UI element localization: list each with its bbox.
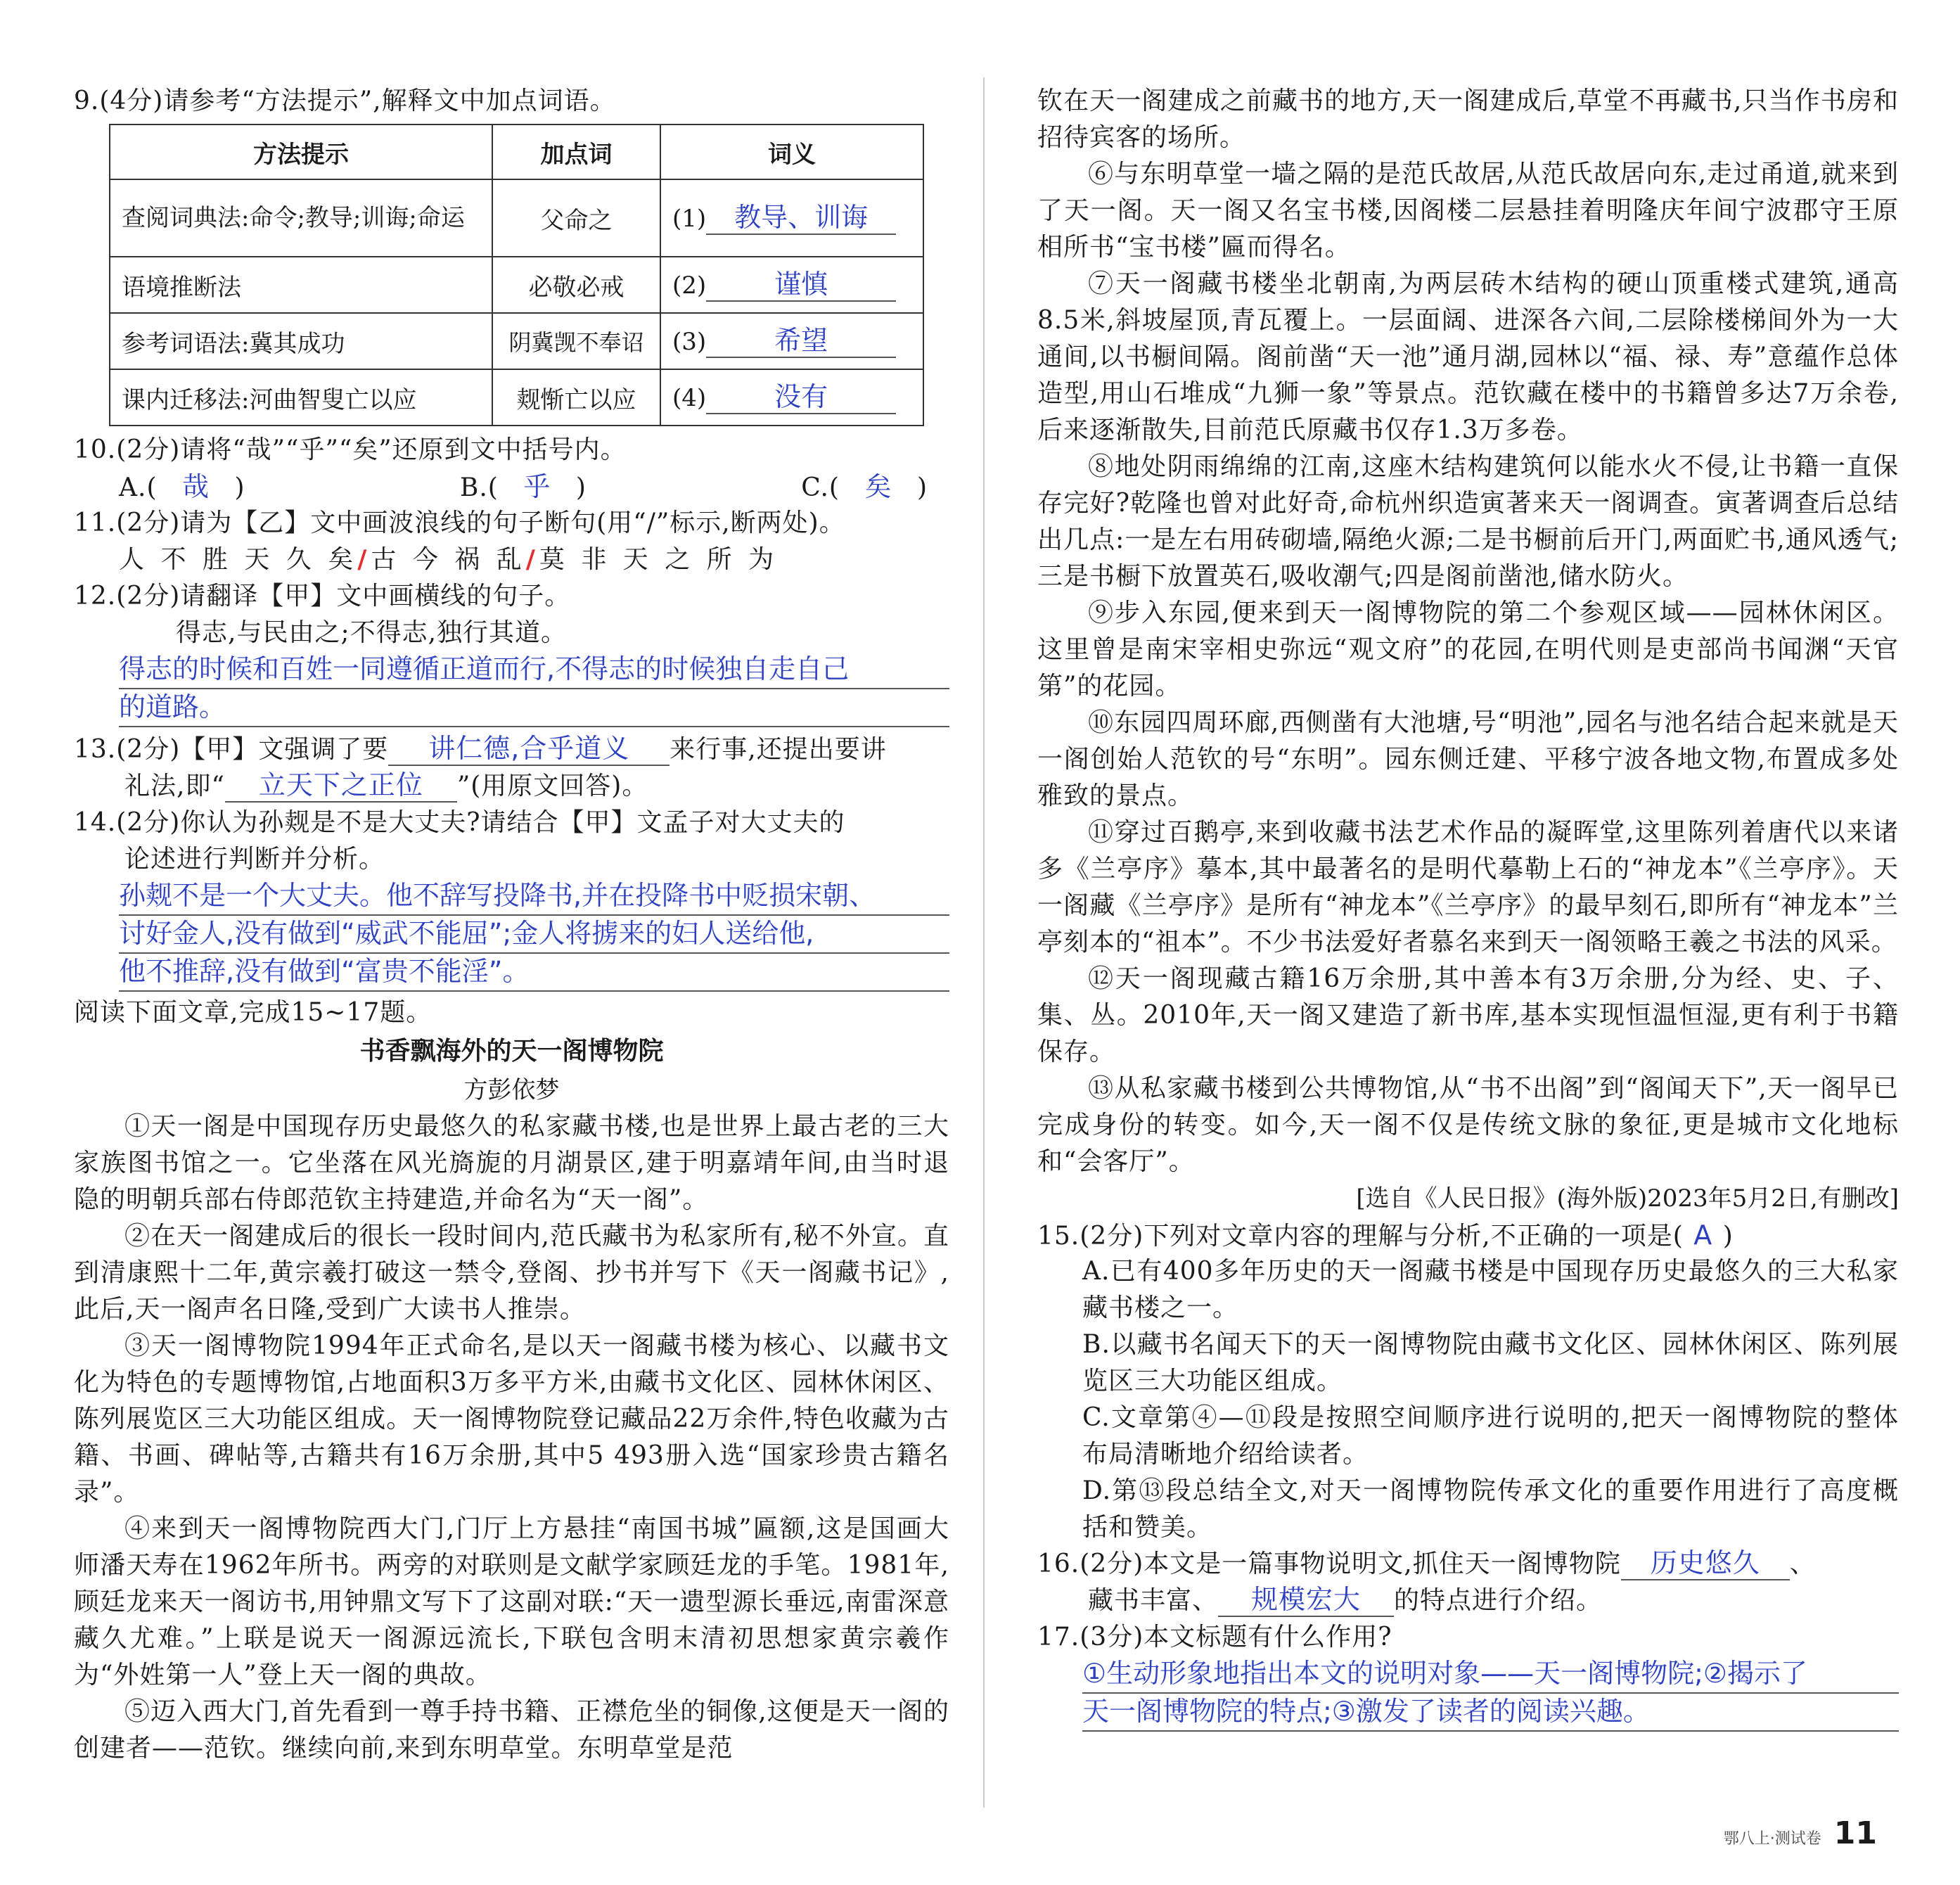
article-right-paragraphs [1037,83,1899,1180]
right-column [1037,83,1899,1732]
article-left-paragraphs [74,1108,949,1767]
answer-blank: 历史悠久 [1621,1547,1790,1580]
q10-stem: 10.(2分)请将“哉”“乎”“矣”还原到文中括号内。 [74,435,627,464]
article-paragraph: ⑧地处阴雨绵绵的江南,这座木结构建筑何以能水火不侵,让书籍一直保存完好?乾隆也曾对此好奇,命杭州织造寅著来天一阁调查。寅著调查后总结出几点:一是左右用砖砌墙,隔绝火源;二是书橱前后开门,两面贮书,通风透气;三是书橱下放置英石,吸收潮气;四是阁前凿池,储水防火。 [1037,452,1899,591]
q17-answer-line: ①生动形象地指出本文的说明对象——天一阁博物院;②揭示了 [1082,1656,1899,1694]
article-paragraph: 钦在天一阁建成之前藏书的地方,天一阁建成后,草堂不再藏书,只当作书房和招待宾客的场所。 [1037,87,1899,152]
reading-intro: 阅读下面文章,完成15~17题。 [74,998,433,1027]
table-row [110,179,923,257]
q10-options [74,468,928,505]
article-paragraph: ⑩东园四周环廊,西侧凿有大池塘,号“明池”,园名与池名结合起来就是天一阁创始人范钦的号“东明”。园东侧迁建、平移宁波各地文物,布置成多处雅致的景点。 [1037,708,1899,810]
method-cell: 语境推断法 [110,257,492,313]
table-row [110,369,923,426]
page-footer [1724,1815,1877,1851]
q15-stem: 15.(2分)下列对文章内容的理解与分析,不正确的一项是( A ) [1037,1217,1899,1253]
answer-blank: 讲仁德,合乎道义 [388,732,670,766]
q11-segment: 古 今 祸 乱 [371,545,526,574]
q15-options [1037,1253,1899,1546]
header-word: 加点词 [492,124,660,179]
article-paragraph: ②在天一阁建成后的很长一段时间内,范氏藏书为私家所有,秘不外宣。直到清康熙十二年,黄宗羲打破这一禁令,登阁、抄书并写下《天一阁藏书记》,此后,天一阁声名日隆,受到广大读书人推崇。 [74,1222,949,1324]
article-title: 书香飘海外的天一阁博物院 [359,1037,664,1066]
article-paragraph: ①天一阁是中国现存历史最悠久的私家藏书楼,也是世界上最古老的三大家族图书馆之一。它坐落在风光旖旎的月湖景区,建于明嘉靖年间,由当时退隐的明朝兵部右侍郎范钦主持建造,并命名为“天一阁”。 [74,1112,949,1214]
q10-option-b: B.( 乎 ) [460,468,587,505]
answer-blank: 乎 [523,471,551,502]
meaning-cell [660,257,923,313]
break-mark: / [357,545,371,574]
article-author: 方彭依梦 [463,1076,560,1104]
answer-blank: 矣 [864,471,892,502]
q10-option-a: A.( 哉 ) [119,468,245,505]
article-paragraph: ⑫天一阁现藏古籍16万余册,其中善本有3万余册,分为经、史、子、集、丛。2010年,天一阁又建造了新书库,基本实现恒温恒湿,更有利于书籍保存。 [1037,964,1899,1066]
q14-answer-line: 孙觌不是一个大丈夫。他不辞写投降书,并在投降书中贬损宋朝、 [119,878,949,916]
method-table [109,124,924,426]
answer-blank: 教导、训诲 [706,201,896,235]
answer-blank: A [1693,1220,1713,1251]
word-cell: 阴冀觊不奉诏 [492,313,660,369]
meaning-num: (1) [672,205,707,233]
method-cell: 课内迁移法:河曲智叟亡以应 [110,369,492,426]
q12-quote: 得志,与民由之;不得志,独行其道。 [176,618,568,647]
header-method: 方法提示 [110,124,492,179]
q11-segment: 莫 非 天 之 所 为 [539,545,779,574]
q16-line2: 藏书丰富、 规模宏大 的特点进行介绍。 [1037,1583,1899,1619]
article-paragraph: ⑨步入东园,便来到天一阁博物院的第二个参观区域——园林休闲区。这里曾是南宋宰相史弥远“观文府”的花园,在明代则是吏部尚书闻渊“天官第”的花园。 [1037,599,1899,701]
table-row [110,313,923,369]
answer-blank: 希望 [706,324,896,358]
table-row [110,257,923,313]
q13-line1: 13.(2分)【甲】文强调了要 讲仁德,合乎道义 来行事,还提出要讲 [74,731,949,768]
answer-blank: 哉 [181,471,210,502]
answer-blank: 谨慎 [706,268,896,302]
answer-blank: 没有 [706,381,896,414]
method-cell: 查阅词典法:命令;教导;训诲;命运 [110,179,492,257]
word-cell: 必敬必戒 [492,257,660,313]
article-paragraph: ③天一阁博物院1994年正式命名,是以天一阁藏书楼为核心、以藏书文化为特色的专题博物馆,占地面积3万多平方米,由藏书文化区、园林休闲区、陈列展览区三大功能区组成。天一阁博物院登记藏品22万余件,特色收藏为古籍、书画、碑帖等,古籍共有16万余册,其中5 493册入选“国家珍贵古籍名录”。 [74,1331,949,1507]
q13-line2: 礼法,即“ 立天下之正位 ”(用原文回答)。 [74,768,949,805]
column-divider [983,77,985,1808]
q15-option: C.文章第④—⑪段是按照空间顺序进行说明的,把天一阁博物院的整体布局清晰地介绍给读者。 [1082,1403,1899,1469]
q14-answer-line: 讨好金人,没有做到“威武不能屈”;金人将掳来的妇人送给他, [119,916,949,954]
q15-option: D.第⑬段总结全文,对天一阁博物院传承文化的重要作用进行了高度概括和赞美。 [1082,1476,1899,1542]
q16-line1: 16.(2分)本文是一篇事物说明文,抓住天一阁博物院 历史悠久 、 [1037,1546,1899,1583]
meaning-num: (3) [672,328,707,356]
q17-answer-line: 天一阁博物院的特点;③激发了读者的阅读兴趣。 [1082,1694,1899,1732]
meaning-num: (2) [672,271,707,300]
article-paragraph: ⑦天一阁藏书楼坐北朝南,为两层砖木结构的硬山顶重楼式建筑,通高8.5米,斜坡屋顶,青瓦覆上。一层面阔、进深各六间,二层除楼梯间外为一大通间,以书橱间隔。阁前凿“天一池”通月湖,园林以“福、禄、寿”意蕴作总体造型,用山石堆成“九狮一象”等景点。范钦藏在楼中的书籍曾多达7万余卷,后来逐渐散失,目前范氏原藏书仅存1.3万多卷。 [1037,269,1899,445]
answer-blank: 立天下之正位 [225,769,457,803]
q12-answer-line: 的道路。 [119,689,949,727]
q14-answer-line: 他不推辞,没有做到“富贵不能淫”。 [119,954,949,992]
footer-label: 鄂八上·测试卷 [1723,1830,1821,1848]
q10-option-c: C.( 矣 ) [801,468,928,505]
q11-sentence [74,542,949,578]
q11-segment: 人 不 胜 天 久 矣 [119,545,358,574]
article-paragraph: ⑥与东明草堂一墙之隔的是范氏故居,从范氏故居向东,走过甬道,就来到了天一阁。天一阁又名宝书楼,因阁楼二层悬挂着明隆庆年间宁波郡守王原相所书“宝书楼”匾而得名。 [1037,160,1899,262]
article-source: [选自《人民日报》(海外版)2023年5月2日,有删改] [1356,1184,1899,1213]
q15-option: B.以藏书名闻天下的天一阁博物院由藏书文化区、园林休闲区、陈列展览区三大功能区组成。 [1082,1330,1899,1395]
article-paragraph: ⑪穿过百鹅亭,来到收藏书法艺术作品的凝晖堂,这里陈列着唐代以来诸多《兰亭序》摹本,其中最著名的是明代摹勒上石的“神龙本”《兰亭序》。天一阁藏《兰亭序》是所有“神龙本”《兰亭序》的最早刻石,即所有“神龙本”兰亭刻本的“祖本”。不少书法爱好者慕名来到天一阁领略王羲之书法的风采。 [1037,818,1899,957]
method-cell: 参考词语法:冀其成功 [110,313,492,369]
break-mark: / [525,545,539,574]
page-number: 11 [1833,1815,1877,1851]
q11-stem: 11.(2分)请为【乙】文中画波浪线的句子断句(用“/”标示,断两处)。 [74,509,845,537]
meaning-cell [660,313,923,369]
q15-option: A.已有400多年历史的天一阁藏书楼是中国现存历史最悠久的三大私家藏书楼之一。 [1082,1257,1899,1322]
article-paragraph: ④来到天一阁博物院西大门,门厅上方悬挂“南国书城”匾额,这是国画大师潘天寿在1962年所书。两旁的对联则是文献学家顾廷龙的手笔。1981年,顾廷龙来天一阁访书,用钟鼎文写下了这副对联:“天一遗型源长垂远,南雷深意藏久尤难。”上联是说天一阁源远流长,下联包含明末清初思想家黄宗羲作为“外姓第一人”登上天一阁的典故。 [74,1514,949,1689]
q14-stem-2: 论述进行判断并分析。 [124,845,385,874]
meaning-cell [660,369,923,426]
word-cell: 父命之 [492,179,660,257]
meaning-cell [660,179,923,257]
q12-stem: 12.(2分)请翻译【甲】文中画横线的句子。 [74,582,571,611]
q9-stem: 9.(4分)请参考“方法提示”,解释文中加点词语。 [74,87,616,115]
word-cell: 觌惭亡以应 [492,369,660,426]
article-paragraph: ⑬从私家藏书楼到公共博物馆,从“书不出阁”到“阁闻天下”,天一阁早已完成身份的转变。如今,天一阁不仅是传统文脉的象征,更是城市文化地标和“会客厅”。 [1037,1074,1899,1176]
q14-stem: 14.(2分)你认为孙觌是不是大丈夫?请结合【甲】文孟子对大丈夫的 [74,808,845,837]
q12-answer-line: 得志的时候和百姓一同遵循正道而行,不得志的时候独自走自己 [119,651,949,689]
left-column [74,83,949,1767]
meaning-num: (4) [672,384,707,412]
article-paragraph: ⑤迈入西大门,首先看到一尊手持书籍、正襟危坐的铜像,这便是天一阁的创建者——范钦。继续向前,来到东明草堂。东明草堂是范 [74,1697,949,1763]
answer-blank: 规模宏大 [1218,1583,1394,1617]
header-meaning: 词义 [660,124,923,179]
q17-stem: 17.(3分)本文标题有什么作用? [1037,1623,1392,1651]
